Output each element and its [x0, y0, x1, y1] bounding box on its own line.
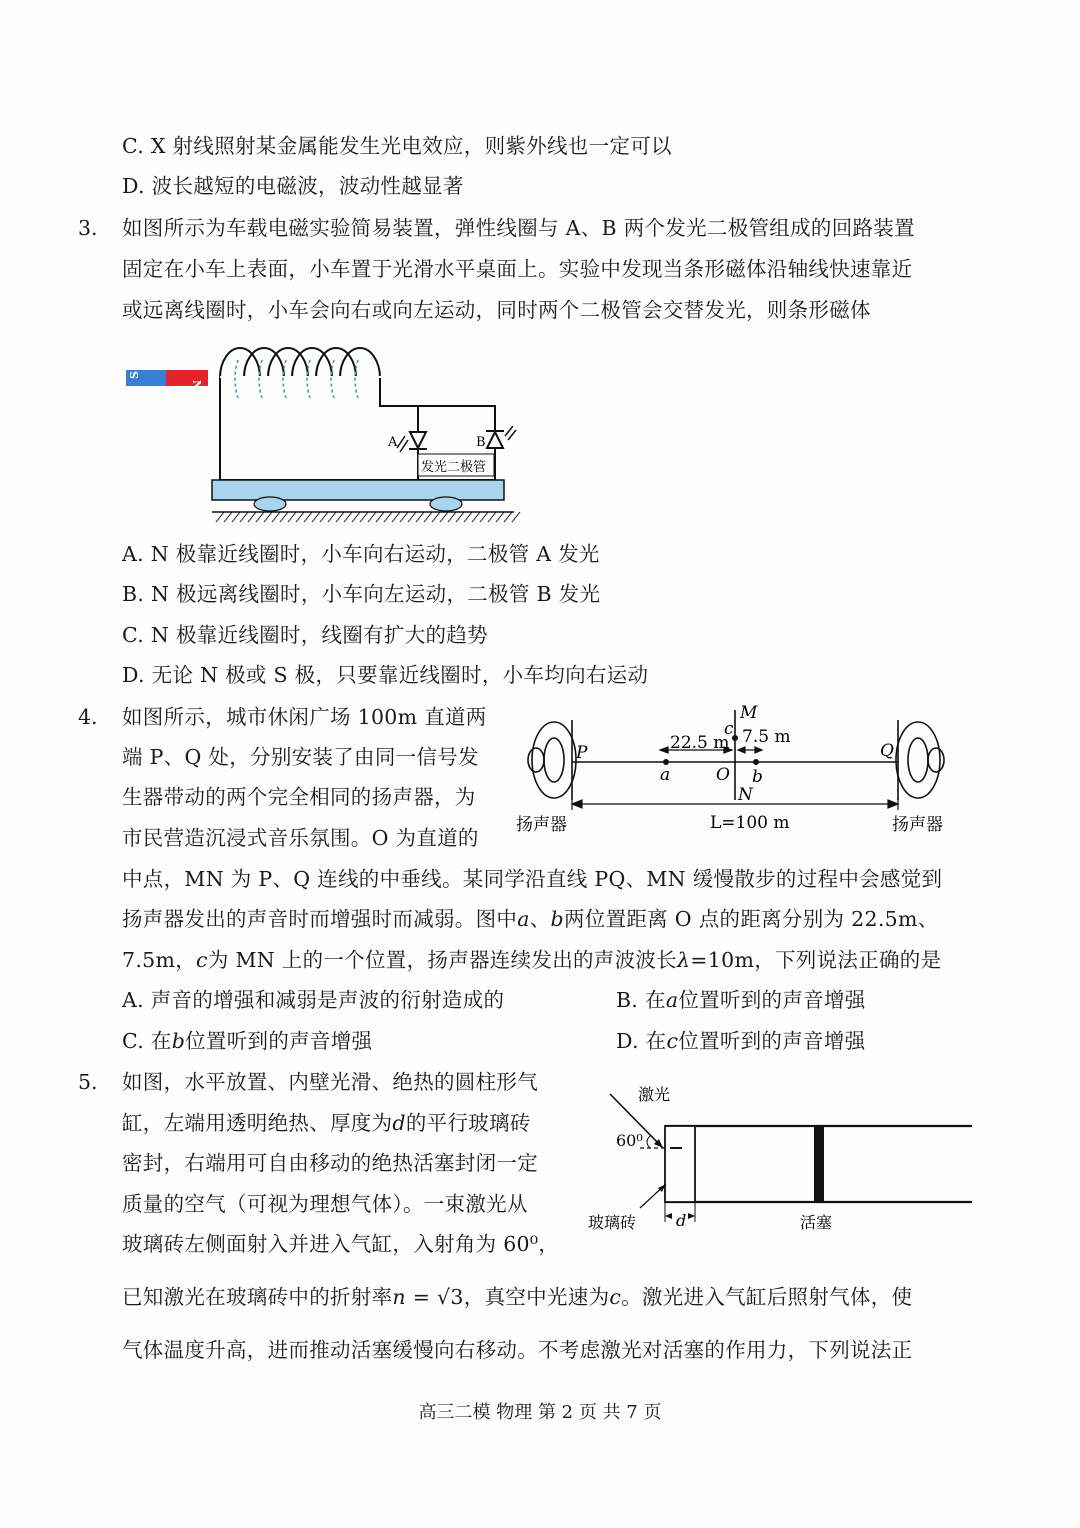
q4-stem-line-5: 中点，MN 为 P、Q 连线的中垂线。某同学沿直线 PQ、MN 缓慢散步的过程中会感觉到: [122, 867, 943, 891]
glass-label: 玻璃砖: [588, 1213, 637, 1232]
q5-figure: [580, 1078, 975, 1238]
diode-b-label: B: [476, 435, 486, 450]
label-n: N: [738, 785, 753, 805]
q3-option-b: B. N 极远离线圈时，小车向左运动，二极管 B 发光: [122, 582, 601, 606]
dist-a-label: 22.5 m: [670, 733, 730, 753]
length-label: L=100 m: [710, 813, 790, 833]
label-b: b: [752, 767, 763, 787]
q4-option-a: A. 声音的增强和减弱是声波的衍射造成的: [122, 988, 505, 1012]
speaker-right-label: 扬声器: [892, 815, 943, 835]
q4-option-c: C. 在b位置听到的声音增强: [122, 1029, 373, 1053]
speaker-right-icon: [896, 720, 944, 800]
label-q: Q: [880, 741, 894, 761]
piston: [814, 1126, 824, 1202]
q5-number: 5.: [78, 1070, 98, 1094]
label-m: M: [740, 703, 758, 723]
cart-wheel-left: [254, 497, 286, 511]
q3-option-c: C. N 极靠近线圈时，线圈有扩大的趋势: [122, 623, 488, 647]
diode-a: [409, 432, 427, 449]
magnet-n-label: N: [190, 380, 203, 391]
q3-option-a: A. N 极靠近线圈时，小车向右运动，二极管 A 发光: [122, 542, 600, 566]
q5-stem-line-5: 玻璃砖左侧面射入并进入气缸，入射角为 60⁰，: [122, 1232, 560, 1256]
q4-stem-line-2: 端 P、Q 处，分别安装了由同一信号发: [122, 745, 479, 769]
label-a: a: [660, 765, 671, 785]
angle-label: 60⁰: [616, 1131, 643, 1150]
label-c: c: [724, 719, 734, 739]
q3-stem-line-2: 固定在小车上表面，小车置于光滑水平桌面上。实验中发现当条形磁体沿轴线快速靠近: [122, 257, 913, 281]
diode-a-label: A: [388, 435, 398, 450]
q4-option-b: B. 在a位置听到的声音增强: [616, 988, 866, 1012]
q4-option-d: D. 在c位置听到的声音增强: [616, 1029, 866, 1053]
q5-stem-line-2: 缸，左端用透明绝热、厚度为d的平行玻璃砖: [122, 1111, 531, 1135]
cart-wheel-right: [430, 497, 462, 511]
q2-option-c: C. X 射线照射某金属能发生光电效应，则紫外线也一定可以: [122, 134, 672, 158]
label-p: P: [576, 743, 588, 763]
label-o: O: [716, 765, 730, 785]
page-footer: 高三二模 物理 第 2 页 共 7 页: [418, 1402, 662, 1423]
q4-number: 4.: [78, 705, 98, 729]
q4-stem-line-3: 生器带动的两个完全相同的扬声器，为: [122, 785, 476, 809]
q5-stem-line-6: 已知激光在玻璃砖中的折射率n = √3，真空中光速为c。激光进入气缸后照射气体，使: [122, 1285, 913, 1309]
q3-stem-line-3: 或远离线圈时，小车会向右或向左运动，同时两个二极管会交替发光，则条形磁体: [122, 298, 871, 322]
q4-stem-line-6: 扬声器发出的声音时而增强时而减弱。图中a、b两位置距离 O 点的距离分别为 22.5m、: [122, 907, 939, 931]
magnet-s-label: S: [128, 371, 141, 379]
q3-stem-line-1: 如图所示为车载电磁实验简易装置，弹性线圈与 A、B 两个发光二极管组成的回路装置: [122, 216, 915, 240]
q4-stem-line-4: 市民营造沉浸式音乐氛围。O 为直道的: [122, 826, 479, 850]
laser-label: 激光: [638, 1085, 671, 1104]
q5-stem-line-4: 质量的空气（可视为理想气体）。一束激光从: [122, 1192, 528, 1216]
d-label: d: [676, 1211, 687, 1230]
q4-stem-line-7: 7.5m，c为 MN 上的一个位置，扬声器连续发出的声波波长λ=10m，下列说法正确的是: [122, 948, 942, 972]
q5-stem-line-1: 如图，水平放置、内壁光滑、绝热的圆柱形气: [122, 1070, 538, 1094]
cart-body: [212, 480, 504, 500]
point-b: [753, 759, 759, 765]
q5-stem-line-3: 密封，右端用可自由移动的绝热活塞封闭一定: [122, 1151, 538, 1175]
q2-option-d: D. 波长越短的电磁波，波动性越显著: [122, 174, 464, 198]
q5-stem-line-7: 气体温度升高，进而推动活塞缓慢向右移动。不考虑激光对活塞的作用力，下列说法正: [122, 1338, 913, 1362]
q4-stem-line-1: 如图所示，城市休闲广场 100m 直道两: [122, 705, 487, 729]
q3-number: 3.: [78, 216, 98, 240]
q3-option-d: D. 无论 N 极或 S 极，只要靠近线圈时，小车均向右运动: [122, 663, 649, 687]
speaker-left-icon: [528, 720, 576, 800]
speaker-left-label: 扬声器: [516, 815, 567, 835]
glass-brick: [665, 1126, 695, 1202]
dist-b-label: 7.5 m: [742, 727, 791, 747]
diode-b: [486, 431, 504, 448]
q3-figure: [120, 340, 540, 530]
piston-label: 活塞: [800, 1213, 833, 1232]
q4-figure: [510, 692, 960, 842]
diode-caption: 发光二极管: [421, 460, 487, 475]
